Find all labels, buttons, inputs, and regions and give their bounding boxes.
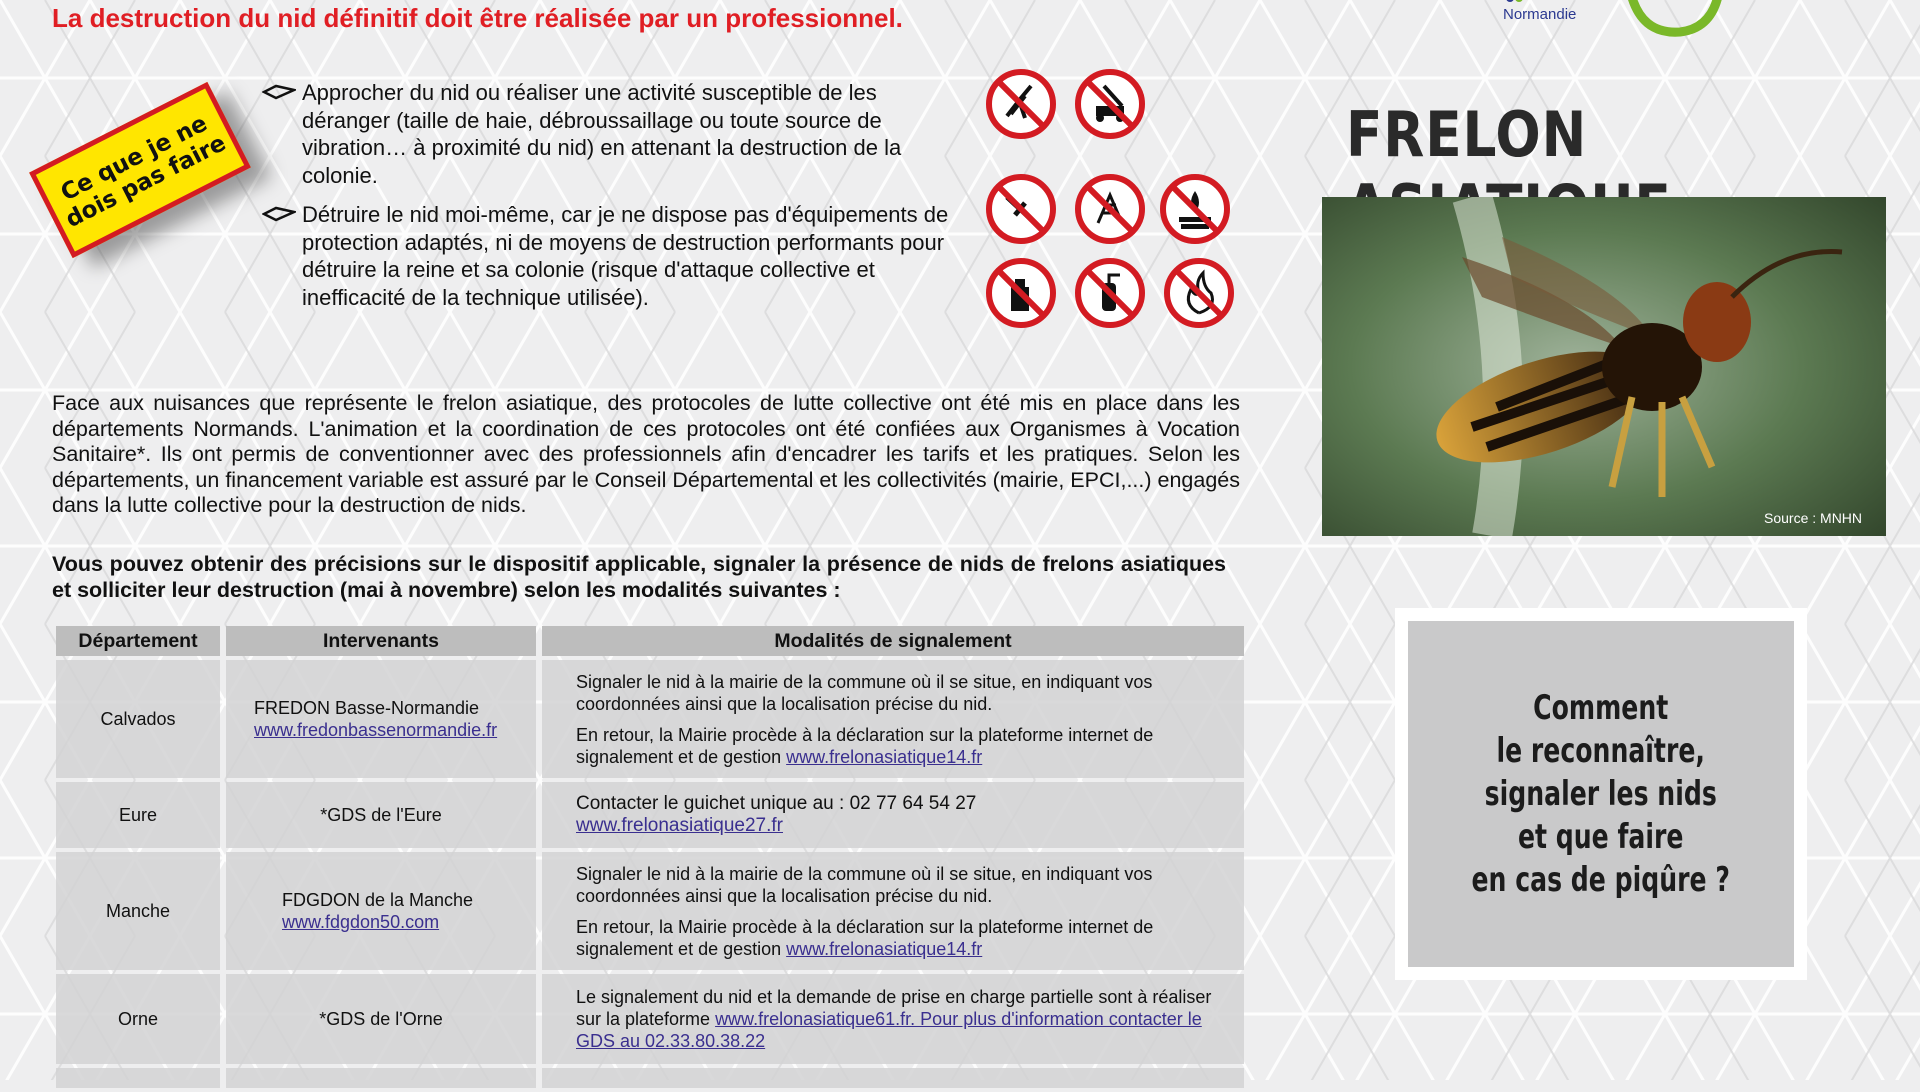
cell-departement: Orne xyxy=(56,974,220,1064)
modalite-text: Signaler le nid à la mairie de la commune où il se situe, en indiquant vos coordonnées ainsi que la localisation précise du nid. xyxy=(576,671,1153,714)
no-fire-icon xyxy=(1163,257,1235,329)
cell-modalites xyxy=(542,660,1244,778)
photo-source: Source : MNHN xyxy=(1764,510,1863,526)
collective-fight-paragraph: Face aux nuisances que représente le frelon asiatique, des protocoles de lutte collective ont été mis en place dans les départements Normands. L'animation et la coordination de ces protocoles ont été confiées aux Organismes à Vocation Sanitaire*. Ils ont permis de conventionner avec des professionnels afin d'encadrer les tarifs et les pratiques. Selon les départements, un financement variable est assuré par le Conseil Départemental et les collectivités (mairie, EPCI,...) engagés dans la lutte collective pour la destruction de nids. xyxy=(52,391,1240,517)
cell-departement: Eure xyxy=(56,782,220,848)
no-burning-wood-icon xyxy=(1159,173,1231,245)
modalite-text-2 xyxy=(576,724,1230,768)
card-line-4: et que faire xyxy=(1518,816,1684,857)
dont-item-2: Détruire le nid moi-même, car je ne dispose pas d'équipements de protection adaptés, ni de moyens de destruction performants pour détruire la reine et sa colonie (risque d'attaque collective et inefficacité de la technique utilisée). xyxy=(302,202,949,310)
hornet-photo xyxy=(1322,197,1886,536)
ars-logo-region: Normandie xyxy=(1503,6,1577,23)
intervenant-link[interactable]: www.fdgdon50.com xyxy=(282,912,440,932)
cell-modalites xyxy=(542,852,1244,970)
card-line-1: Comment xyxy=(1533,687,1669,728)
stamp-text: Ce que je ne dois pas faire xyxy=(56,110,231,234)
ars-logo-icon xyxy=(1620,0,1730,42)
warning-title: La destruction du nid définitif doit être réalisée par un professionnel. xyxy=(52,3,903,33)
cell-intervenants xyxy=(226,660,536,778)
table-row xyxy=(56,974,1244,1064)
no-lawnmower-icon xyxy=(1074,68,1146,140)
ars-logo-dots-icon xyxy=(1505,0,1525,6)
no-fire-extinguisher-icon xyxy=(1074,257,1146,329)
cell-intervenants xyxy=(226,852,536,970)
dont-item-1: Approcher du nid ou réaliser une activité susceptible de les déranger (taille de haie, débroussaillage ou toute source de vibration… à proximité du nid) en attenant la destruction de la colonie. xyxy=(302,80,902,188)
no-insecticide-spray-icon xyxy=(985,257,1057,329)
modalite-text xyxy=(576,986,1230,1052)
info-paragraph: Vous pouvez obtenir des précisions sur le dispositif applicable, signaler la présence de nids de frelons asiatiques et solliciter leur destruction (mai à novembre) selon les modalités suivantes : xyxy=(52,552,1226,602)
header-departement: Département xyxy=(56,626,220,656)
header-intervenants: Intervenants xyxy=(226,626,536,656)
table-row xyxy=(56,782,1244,848)
hornet-illustration xyxy=(1322,197,1886,536)
cell-departement: Calvados xyxy=(56,660,220,778)
cell-empty xyxy=(56,1068,220,1088)
card-line-5: en cas de piqûre ? xyxy=(1471,859,1731,900)
modalite-text-span: En retour, la Mairie procède à la déclaration sur la plateforme internet de signalement et de gestion xyxy=(576,916,1154,959)
intervenant-link[interactable]: www.fredonbassenormandie.fr xyxy=(254,720,498,740)
cell-intervenants: *GDS de l'Orne xyxy=(226,974,536,1064)
no-climbing-icon xyxy=(1074,173,1146,245)
cell-intervenants: *GDS de l'Eure xyxy=(226,782,536,848)
table-row xyxy=(56,660,1244,778)
cell-modalites xyxy=(542,782,1244,848)
table-row xyxy=(56,852,1244,970)
intervenant-name: FDGDON de la Manche xyxy=(282,890,474,910)
header-modalites: Modalités de signalement xyxy=(542,626,1244,656)
cell-modalites xyxy=(542,974,1244,1064)
info-card xyxy=(1408,621,1794,967)
intervenant-name: FREDON Basse-Normandie xyxy=(254,698,480,718)
modalite-link[interactable]: www.frelonasiatique27.fr xyxy=(576,815,783,836)
no-hedge-trimmer-icon xyxy=(985,68,1057,140)
cell-empty xyxy=(226,1068,536,1088)
card-line-2: le reconnaître, xyxy=(1496,730,1706,771)
modalite-text: Signaler le nid à la mairie de la commune où il se situe, en indiquant vos coordonnées ainsi que la localisation précise du nid. xyxy=(576,863,1153,906)
modalite-text-2 xyxy=(576,916,1230,960)
reporting-table xyxy=(50,622,1250,1092)
table-row-partial xyxy=(56,1068,1244,1088)
modalite-text: Contacter le guichet unique au : 02 77 64 54 27 xyxy=(576,793,977,814)
modalite-text-span: En retour, la Mairie procède à la déclaration sur la plateforme internet de signalement et de gestion xyxy=(576,724,1154,767)
chevron-bullet-icon xyxy=(262,84,296,100)
chevron-bullet-icon xyxy=(262,206,296,222)
cell-empty xyxy=(542,1068,1244,1088)
card-line-3: signaler les nids xyxy=(1484,773,1718,814)
modalite-link[interactable]: www.frelonasiatique14.fr xyxy=(786,746,983,767)
modalite-link[interactable]: www.frelonasiatique14.fr xyxy=(786,938,983,959)
cell-departement: Manche xyxy=(56,852,220,970)
modalite-link[interactable]: www.frelonasiatique61.fr. Pour plus d'information contacter le GDS au 02.33.80.38.22 xyxy=(576,1009,1202,1051)
no-brushcutter-icon xyxy=(985,173,1057,245)
modalite-text-span: Le signalement du nid et la demande de prise en charge partielle sont à réaliser sur la plateforme xyxy=(576,987,1212,1029)
hornet-title: FRELON xyxy=(1346,98,1588,171)
